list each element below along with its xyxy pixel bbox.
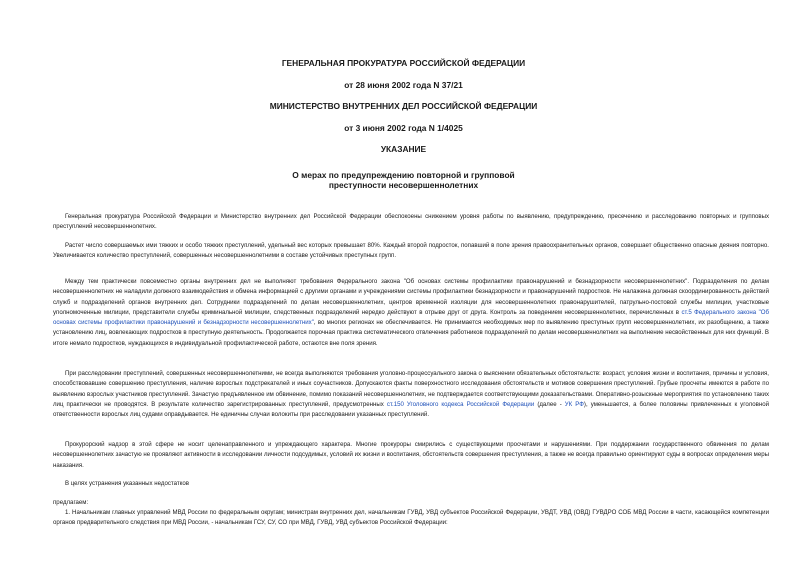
title-line-1: О мерах по предупреждению повторной и групповой — [292, 170, 515, 180]
link-criminal-code-150[interactable]: ст.150 Уголовного кодекса Российской Федерации — [386, 400, 535, 408]
paragraph-2: Растет число совершаемых ими тяжких и особо тяжких преступлений, удельный вес которых превышает 80%. Каждый второй подросток, попавший в поле зрения правоохранительных органов, совершает общественно опасные деяния повторно. Увеличивается количество преступлений, совершенных несовершеннолетними в составе устойчивых преступных групп. — [53, 242, 769, 260]
paragraph-6: В целях устранения указанных недостатков — [65, 480, 190, 487]
paragraph-1: Генеральная прокуратура Российской Федерации и Министерство внутренних дел Российской Федерации обеспокоены снижением уровня работы по выявлению, предупреждению, пресечению и расследованию повторных и групповых преступлений несовершеннолетних. — [53, 213, 769, 231]
header-date-1: от 28 июня 2002 года N 37/21 — [344, 80, 463, 90]
header-org-1: ГЕНЕРАЛЬНАЯ ПРОКУРАТУРА РОССИЙСКОЙ ФЕДЕРАЦИИ — [281, 58, 526, 68]
document-type: УКАЗАНИЕ — [380, 144, 427, 154]
link-law-art5[interactable]: ст.5 Федерального закона "Об основах системы профилактики правонарушений и безнадзорности несовершеннолетних" — [53, 308, 769, 327]
paragraph-5: Прокурорский надзор в этой сфере не носит целенаправленного и упреждающего характера. Многие прокуроры смирились с существующими просчетами и нарушениями. При поддержании государственного обвинения по делам несовершеннолетних зачастую не проявляют активности в исследовании личности подсудимых, условий их жизни и воспитания, обстоятельств совершения преступления, а также не всегда правильно ориентируют суды в вопросах определения меры наказания. — [53, 441, 769, 469]
header-org-2: МИНИСТЕРСТВО ВНУТРЕННИХ ДЕЛ РОССИЙСКОЙ ФЕДЕРАЦИИ — [269, 101, 538, 111]
link-uk-rf[interactable]: УК РФ — [564, 400, 584, 408]
paragraph-8: 1. Начальникам главных управлений МВД России по федеральным округам; министрам внутренних дел, начальникам ГУВД, УВД субъектов Российской Федерации, УВДТ, УВД (ОВД) ГУВДРО СОБ МВД России в части, касающейся компетенции органов предварительного следствия при МВД России, - начальникам ГСУ, СУ, СО при МВД, ГУВД, УВД субъектов Российской Федерации: — [53, 509, 769, 527]
paragraph-7: предлагаем: — [53, 499, 89, 506]
paragraph-3: Между тем практически повсеместно органы внутренних дел не выполняют требования Федерального закона "Об основах системы профилактики правонарушений и безнадзорности несовершеннолетних". Подразделения по делам несовершеннолетних не наладили должного взаимодействия и обмена информацией с другими органами и учреждениями системы профилактики безнадзорности и правонарушений подростков. Не налажена должная скоординированность действий служб и подразделений органов внутренних дел. Сотрудники подразделений по делам несовершеннолетних, центров временной изоляции для несовершеннолетних правонарушителей, патрульно-постовой службы милиции, участковые уполномоченные милиции, представители службы криминальной милиции, следственных подразделений нередко действуют в отрыве друг от друга. Контроль за поведением несовершеннолетних, перечисленных в ст.5 Федерального закона "Об основах системы профилактики правонарушений и безнадзорности несовершеннолетних", во многих регионах не обеспечивается. Не принимается необходимых мер по выявлению преступных групп несовершеннолетних, их разобщению, а также установлению лиц, вовлекающих подростков в преступную деятельность. Продолжается порочная практика систематического отвлечения работников подразделений по делам несовершеннолетних на выполнение несвойственных для них функций. В итоге немало подростков, нуждающихся в индивидуальной профилактической работе, остаются вне поля зрения. — [53, 278, 769, 347]
paragraph-4: При расследовании преступлений, совершенных несовершеннолетними, не всегда выполняются требования уголовно-процессуального закона о выяснении обязательных обстоятельств: возраст, условия жизни и воспитания, причины и условия, способствовавшие совершению преступления, наличие взрослых подстрекателей и иных соучастников. Допускаются факты поверхностного исследования обстоятельств и мотивов совершения преступлений. Грубые просчеты имеются в работе по выявлению взрослых участников преступлений. Зачастую предъявленное им обвинение, помимо показаний несовершеннолетних, не подтверждается соответствующими доказательствами. Оперативно-розыскные мероприятия по установлению таких лиц практически не проводятся. В результате количество зарегистрированных преступлений, предусмотренных ст.150 Уголовного кодекса Российской Федерации (далее - УК РФ), уменьшается, а более половины привлеченных к уголовной ответственности взрослых лиц судами оправдывается. Не единичны случаи волокиты при расследовании указанных преступлений. — [53, 370, 769, 419]
header-date-2: от 3 июня 2002 года N 1/4025 — [344, 123, 463, 133]
title-line-2: преступности несовершеннолетних — [328, 180, 479, 190]
